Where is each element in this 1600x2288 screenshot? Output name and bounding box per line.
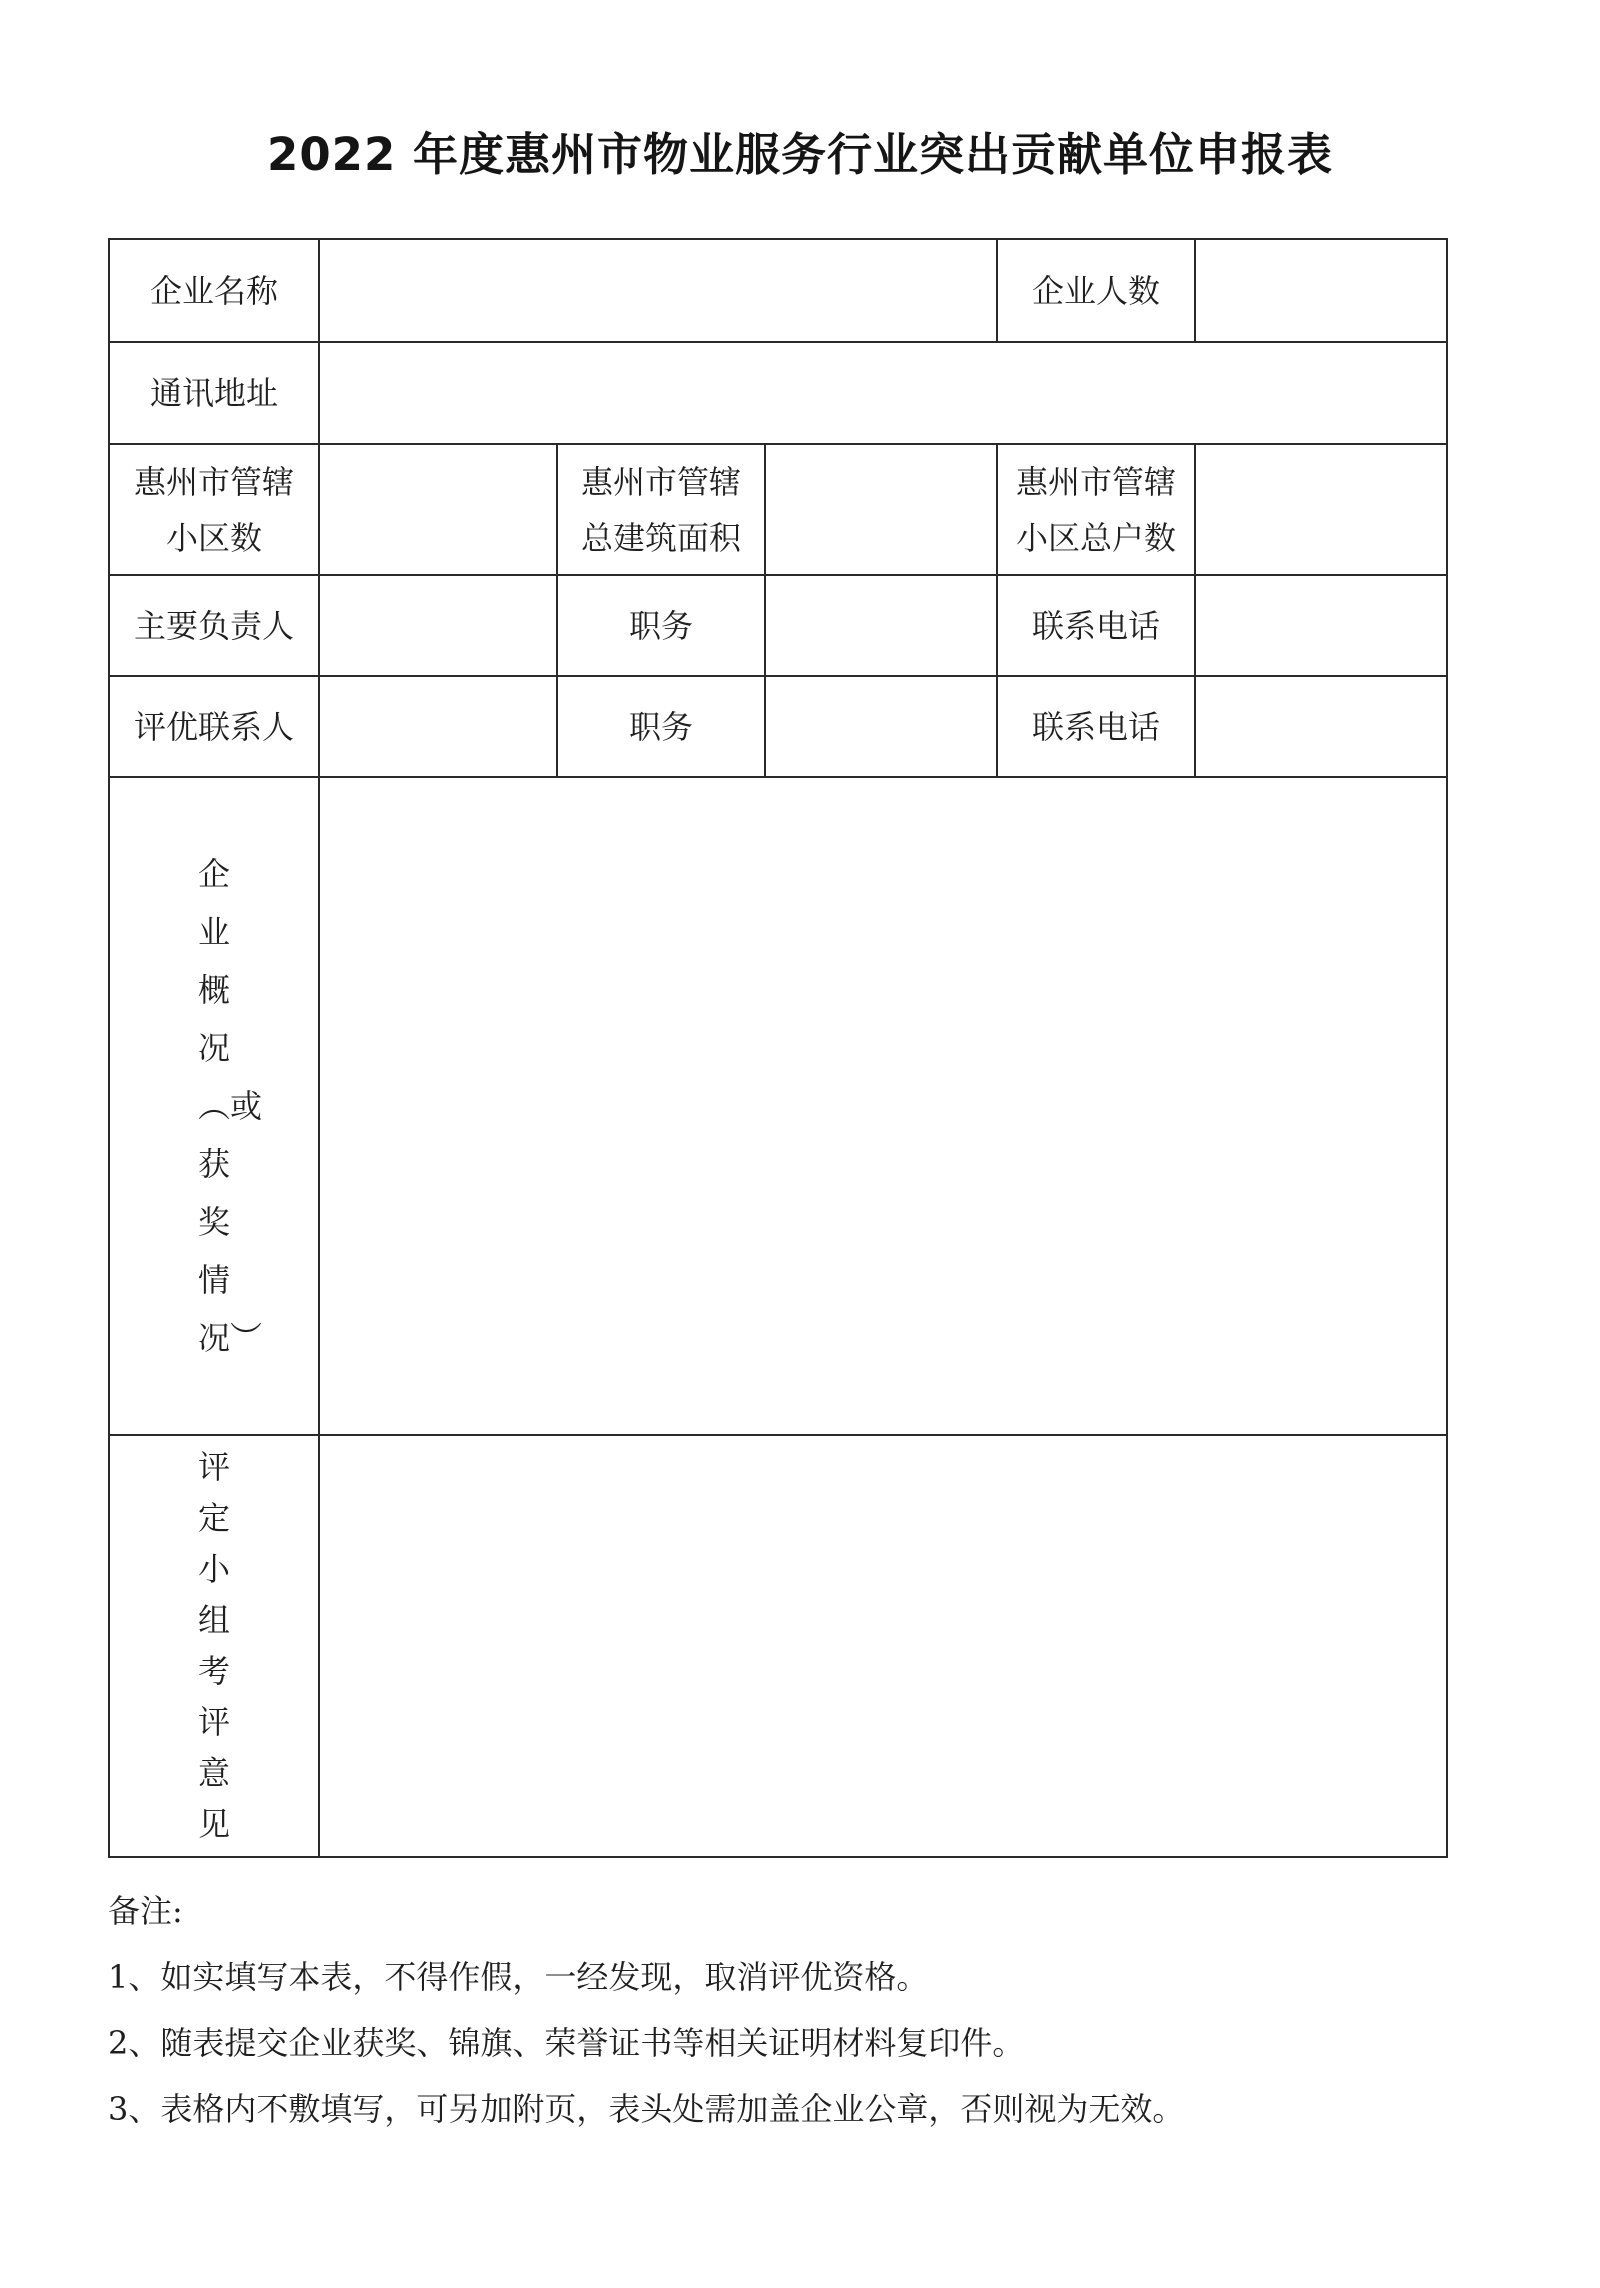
employee-count-label: 企业人数 — [997, 239, 1195, 342]
communities-label-line-1: 惠州市管辖 — [133, 462, 294, 501]
row-company-name — [109, 239, 1447, 342]
row-scale — [109, 444, 1447, 575]
households-label-line-1: 惠州市管辖 — [1016, 462, 1177, 501]
row-principal — [109, 575, 1447, 676]
address-label: 通讯地址 — [109, 342, 319, 444]
row-overview — [109, 777, 1447, 1435]
review-field[interactable] — [319, 1435, 1447, 1857]
total-area-label-line-2: 总建筑面积 — [580, 518, 741, 557]
note-item: 1、如实填写本表，不得作假，一经发现，取消评优资格。 — [108, 1958, 929, 1996]
contact-position-label: 职务 — [557, 676, 765, 777]
total-area-label-line-1: 惠州市管辖 — [580, 462, 741, 501]
households-field[interactable] — [1195, 444, 1447, 575]
note-item: 2、随表提交企业获奖、锦旗、荣誉证书等相关证明材料复印件。 — [108, 2024, 1025, 2062]
principal-position-field[interactable] — [765, 575, 997, 676]
page-title: 2022 年度惠州市物业服务行业突出贡献单位申报表 — [267, 128, 1333, 181]
row-review — [109, 1435, 1447, 1857]
principal-phone-field[interactable] — [1195, 575, 1447, 676]
principal-phone-label: 联系电话 — [997, 575, 1195, 676]
company-name-field[interactable] — [319, 239, 997, 342]
communities-label — [109, 444, 319, 575]
contact-phone-field[interactable] — [1195, 676, 1447, 777]
employee-count-field[interactable] — [1195, 239, 1447, 342]
principal-position-label: 职务 — [557, 575, 765, 676]
contact-phone-label: 联系电话 — [997, 676, 1195, 777]
application-form-table — [108, 238, 1448, 1858]
notes-section — [108, 1878, 1446, 2142]
review-label: 评定小组考评意见 — [198, 1448, 231, 1843]
contact-position-field[interactable] — [765, 676, 997, 777]
review-label-cell — [109, 1435, 319, 1857]
overview-label-cell — [109, 777, 319, 1435]
total-area-field[interactable] — [765, 444, 997, 575]
principal-field[interactable] — [319, 575, 557, 676]
note-item: 3、表格内不敷填写，可另加附页，表头处需加盖企业公章，否则视为无效。 — [108, 2090, 1185, 2128]
households-label-line-2: 小区总户数 — [1016, 518, 1177, 557]
total-area-label — [557, 444, 765, 575]
overview-field[interactable] — [319, 777, 1447, 1435]
company-name-label: 企业名称 — [109, 239, 319, 342]
row-address — [109, 342, 1447, 444]
communities-label-line-2: 小区数 — [165, 518, 262, 557]
communities-field[interactable] — [319, 444, 557, 575]
address-field[interactable] — [319, 342, 1447, 444]
contact-label: 评优联系人 — [109, 676, 319, 777]
principal-label: 主要负责人 — [109, 575, 319, 676]
households-label — [997, 444, 1195, 575]
row-contact — [109, 676, 1447, 777]
contact-field[interactable] — [319, 676, 557, 777]
overview-label: 企业概况︵或获奖情况︶ — [198, 855, 263, 1357]
notes-heading: 备注: — [108, 1892, 183, 1930]
